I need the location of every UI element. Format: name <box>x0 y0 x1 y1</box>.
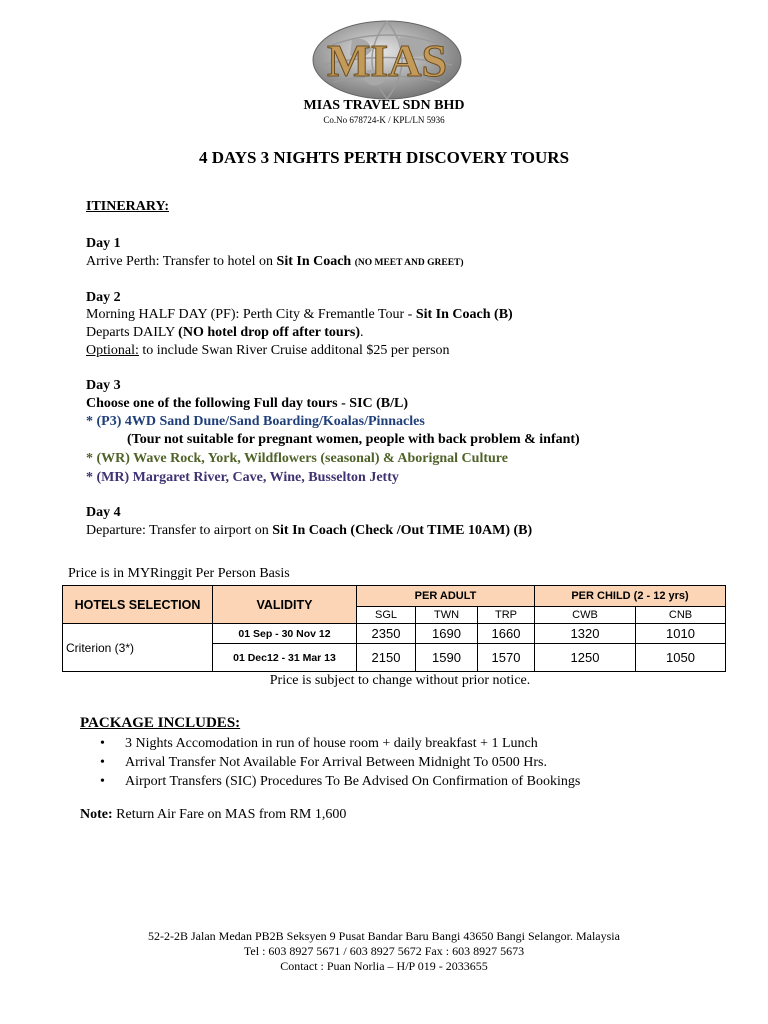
package-item-text: 3 Nights Accomodation in run of house room + daily breakfast + 1 Lunch <box>125 736 538 751</box>
day4-label: Day 4 <box>86 505 121 520</box>
note-text: Return Air Fare on MAS from RM 1,600 <box>112 807 347 822</box>
table-row <box>63 624 726 644</box>
day2-line1 <box>86 306 513 324</box>
price-sgl: 2150 <box>357 644 416 672</box>
price-table <box>62 585 726 672</box>
bullet-icon: • <box>100 774 105 789</box>
package-heading: PACKAGE INCLUDES: <box>80 715 241 731</box>
package-list <box>100 734 580 791</box>
cwb-header: CWB <box>535 607 636 624</box>
bullet-icon: • <box>100 736 105 751</box>
price-sgl: 2350 <box>357 624 416 644</box>
day4-line <box>86 522 532 540</box>
mias-logo <box>312 20 462 100</box>
price-trp: 1570 <box>478 644 535 672</box>
validity-cell: 01 Dec12 - 31 Mar 13 <box>213 644 357 672</box>
day1-text: Arrive Perth: Transfer to hotel on <box>86 254 277 269</box>
day1-line <box>86 253 464 272</box>
day2-line2-end: . <box>360 325 364 340</box>
day2-line1-text: Morning HALF DAY (PF): Perth City & Fremantle Tour - <box>86 307 416 322</box>
optional-label: Optional: <box>86 343 139 358</box>
validity-cell: 01 Sep - 30 Nov 12 <box>213 624 357 644</box>
hotel-name: Criterion (3*) <box>63 624 213 672</box>
day2-line2-text: Departs DAILY <box>86 325 179 340</box>
price-twn: 1690 <box>416 624 478 644</box>
day3-intro: Choose one of the following Full day tours - SIC (B/L) <box>86 396 409 411</box>
twn-header: TWN <box>416 607 478 624</box>
footer-phone: Tel : 603 8927 5671 / 603 8927 5672 Fax : 603 8927 5673 <box>243 944 525 958</box>
day1-bold: Sit In Coach <box>276 254 352 269</box>
trp-header: TRP <box>478 607 535 624</box>
day1-small: (NO MEET AND GREET) <box>354 258 464 268</box>
footer-address: 52-2-2B Jalan Medan PB2B Seksyen 9 Pusat Bandar Baru Bangi 43650 Bangi Selangor. Malaysia <box>148 929 620 943</box>
hotels-selection-header: HOTELS SELECTION <box>63 586 213 624</box>
day2-label: Day 2 <box>86 290 121 305</box>
price-trp: 1660 <box>478 624 535 644</box>
per-adult-header: PER ADULT <box>357 586 535 607</box>
registration-number: Co.No 678724-K / KPL/LN 5936 <box>323 115 445 125</box>
bullet-icon: • <box>100 755 105 770</box>
day2-optional <box>86 342 450 360</box>
page-title: 4 DAYS 3 NIGHTS PERTH DISCOVERY TOURS <box>198 148 570 167</box>
package-item-text: Airport Transfers (SIC) Procedures To Be Advised On Confirmation of Bookings <box>125 774 581 789</box>
footer-contact: Contact : Puan Norlia – H/P 019 - 2033655 <box>280 959 488 973</box>
tour-p3: * (P3) 4WD Sand Dune/Sand Boarding/Koalas/Pinnacles <box>86 414 425 429</box>
price-cnb: 1010 <box>636 624 726 644</box>
price-cwb: 1320 <box>535 624 636 644</box>
price-notice: Price is subject to change without prior notice. <box>269 673 531 688</box>
per-child-header: PER CHILD (2 - 12 yrs) <box>535 586 726 607</box>
itinerary-heading: ITINERARY: <box>86 199 170 214</box>
optional-text: to include Swan River Cruise additonal $25 per person <box>138 343 450 358</box>
validity-header: VALIDITY <box>213 586 357 624</box>
day1-label: Day 1 <box>86 236 121 251</box>
price-twn: 1590 <box>416 644 478 672</box>
day3-label: Day 3 <box>86 378 121 393</box>
tour-p3-note: (Tour not suitable for pregnant women, people with back problem & infant) <box>127 432 580 447</box>
day2-line1-bold: Sit In Coach (B) <box>415 307 513 322</box>
price-cnb: 1050 <box>636 644 726 672</box>
list-item <box>100 753 580 772</box>
tour-mr: * (MR) Margaret River, Cave, Wine, Busselton Jetty <box>86 470 399 485</box>
list-item <box>100 734 580 753</box>
day4-text: Departure: Transfer to airport on <box>86 523 273 538</box>
day4-bold: Sit In Coach (Check /Out TIME 10AM) (B) <box>272 523 533 538</box>
logo-text: MIAS <box>326 35 448 86</box>
tour-wr: * (WR) Wave Rock, York, Wildflowers (seasonal) & Aborignal Culture <box>86 451 508 466</box>
note <box>80 807 346 823</box>
cnb-header: CNB <box>636 607 726 624</box>
day2-line2 <box>86 324 364 342</box>
price-caption: Price is in MYRinggit Per Person Basis <box>68 566 290 581</box>
price-cwb: 1250 <box>535 644 636 672</box>
list-item <box>100 772 580 791</box>
company-name: MIAS TRAVEL SDN BHD <box>303 98 465 113</box>
day2-line2-bold: (NO hotel drop off after tours) <box>178 325 361 340</box>
package-item-text: Arrival Transfer Not Available For Arrival Between Midnight To 0500 Hrs. <box>125 755 547 770</box>
note-label: Note: <box>80 807 113 822</box>
sgl-header: SGL <box>357 607 416 624</box>
